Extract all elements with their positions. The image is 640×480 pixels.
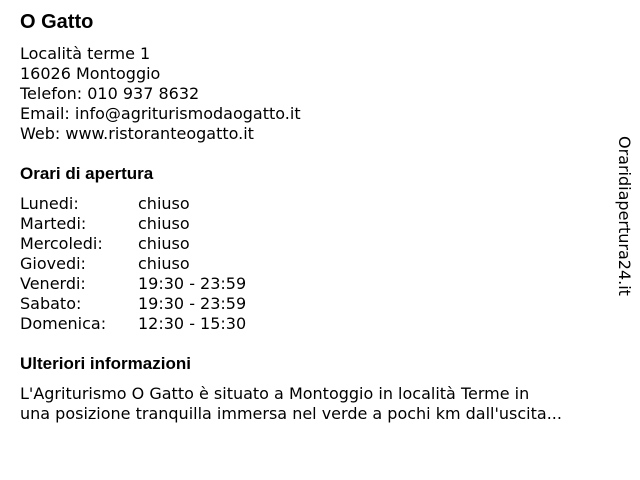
email-address[interactable]: info@agriturismodaogatto.it: [74, 104, 301, 123]
hours-row-friday: [20, 274, 246, 294]
day-label: Domenica:: [20, 314, 107, 333]
phone-line: [20, 84, 199, 104]
day-label: Mercoledi:: [20, 234, 103, 253]
address-line-1: Località terme 1: [20, 44, 151, 63]
day-label: Sabato:: [20, 294, 82, 313]
opening-hours-heading: Orari di apertura: [20, 164, 154, 183]
hours-row-wednesday: [20, 234, 190, 254]
day-label: Venerdi:: [20, 274, 86, 293]
day-hours: 19:30 - 23:59: [138, 294, 247, 313]
hours-row-saturday: [20, 294, 246, 314]
phone-label: Telefon:: [20, 84, 83, 103]
day-hours: chiuso: [138, 214, 190, 233]
email-line: [20, 104, 301, 124]
day-hours: chiuso: [138, 194, 190, 213]
day-hours: chiuso: [138, 254, 190, 273]
hours-row-tuesday: [20, 214, 190, 234]
hours-row-monday: [20, 194, 190, 214]
phone-number[interactable]: 010 937 8632: [87, 84, 200, 103]
hours-row-sunday: [20, 314, 246, 334]
day-hours: 12:30 - 15:30: [138, 314, 247, 333]
web-label: Web:: [20, 124, 61, 143]
business-name: O Gatto: [20, 11, 94, 33]
web-link[interactable]: www.ristoranteogatto.it: [65, 124, 254, 143]
site-name: Oraridiapertura24.it: [615, 136, 634, 296]
description-line-1: L'Agriturismo O Gatto è situato a Montoggio in località Terme in: [20, 384, 530, 403]
address-line-2: 16026 Montoggio: [20, 64, 161, 83]
more-info-heading: Ulteriori informazioni: [20, 354, 191, 373]
hours-row-thursday: [20, 254, 190, 274]
description-line-2: una posizione tranquilla immersa nel verde a pochi km dall'uscita...: [20, 404, 562, 423]
day-hours: chiuso: [138, 234, 190, 253]
day-hours: 19:30 - 23:59: [138, 274, 247, 293]
day-label: Lunedi:: [20, 194, 79, 213]
email-label: Email:: [20, 104, 70, 123]
day-label: Giovedi:: [20, 254, 86, 273]
site-watermark: [610, 136, 638, 312]
web-line: [20, 124, 254, 144]
day-label: Martedi:: [20, 214, 87, 233]
